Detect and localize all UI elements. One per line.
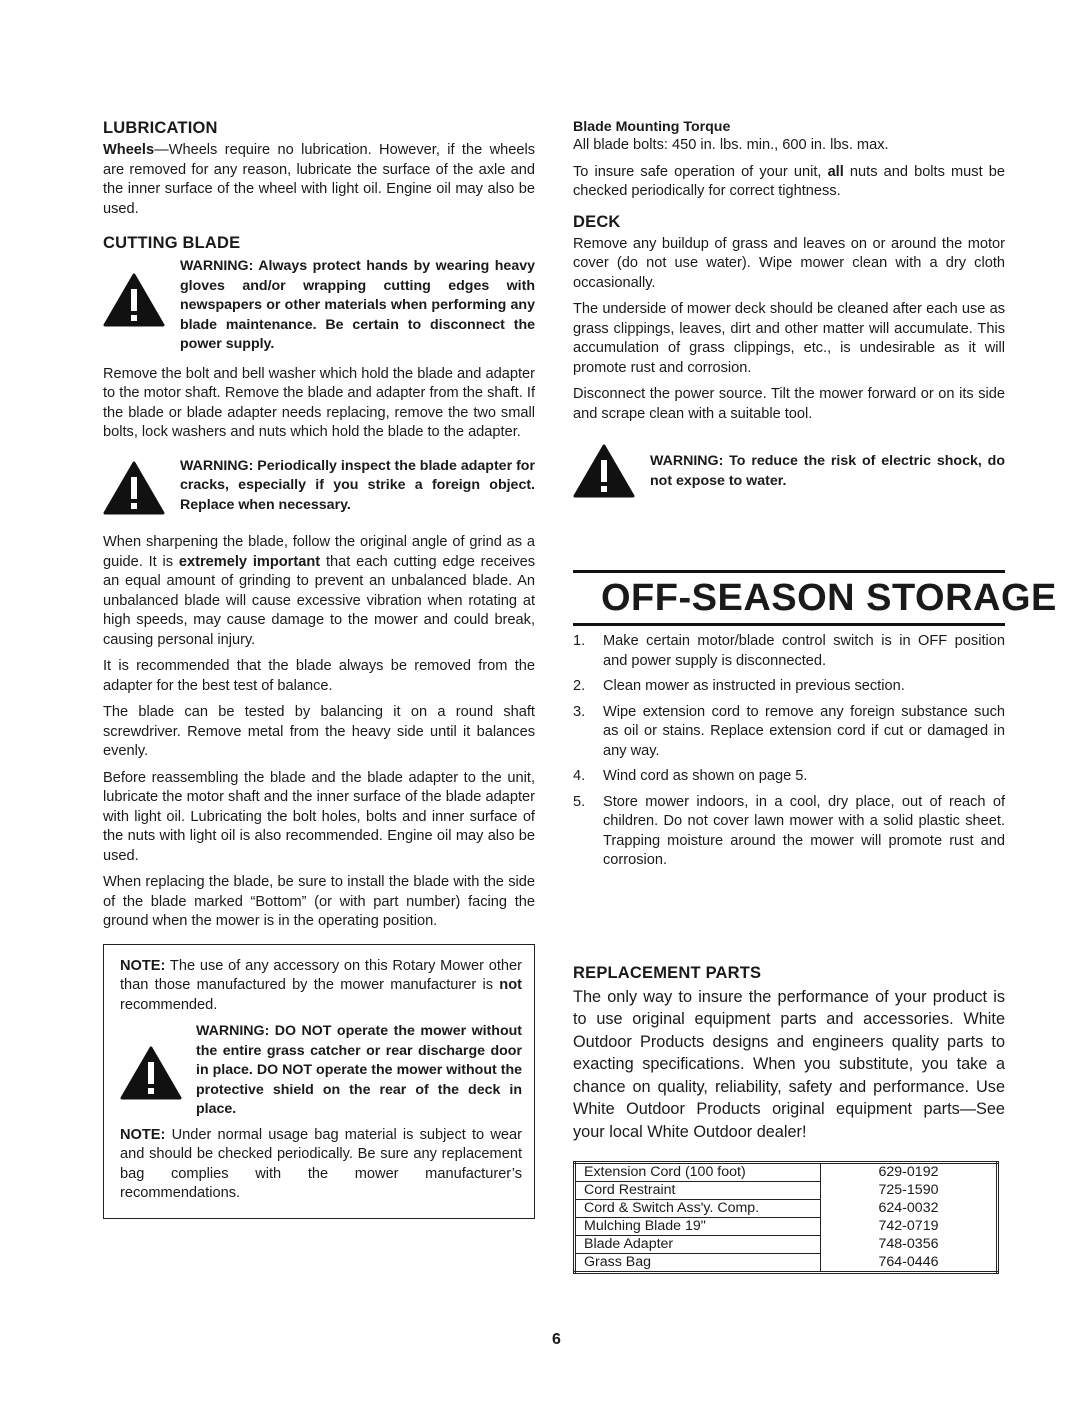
list-item <box>573 677 1005 697</box>
part-number: 629-0192 <box>878 1164 939 1181</box>
sharpening-text-c: that each cutting edge receives an equal amount of grinding to prevent an unbalanced blade. An unbalanced blade will cause excessive vibration when rotating at high speeds, may cause damage to the mower and could break, causing personal injury. <box>103 553 535 648</box>
accessory-note-a: The use of any accessory on this Rotary Mower other than those manufactured by the mower manufacturer is <box>120 957 522 993</box>
part-name: Cord Restraint <box>575 1182 821 1200</box>
part-number: 624-0032 <box>878 1200 939 1216</box>
note-label: NOTE: <box>120 1126 166 1143</box>
balance-removal-text: It is recommended that the blade always be removed from the adapter for the best test of balance. <box>103 658 535 694</box>
list-item <box>573 703 1005 762</box>
deck-text-3: Disconnect the power source. Tilt the mower forward or on its side and scrape clean with a suitable tool. <box>573 386 1005 422</box>
blade-warning-2-text: WARNING: Periodically inspect the blade adapter for cracks, especially if you strike a foreign object. Replace when necessary. <box>180 457 535 513</box>
balance-test-text: The blade can be tested by balancing it on a round shaft screwdriver. Remove metal from the heavy side until it balances evenly. <box>103 704 535 759</box>
deck-warning-text: WARNING: To reduce the risk of electric shock, do not expose to water. <box>650 453 1005 489</box>
part-name: Extension Cord (100 foot) <box>575 1163 821 1182</box>
lubrication-lead: Wheels <box>103 142 155 158</box>
part-number: 725-1590 <box>878 1182 939 1198</box>
accessory-note <box>120 957 522 1016</box>
right-column <box>573 118 1057 1274</box>
list-number: 2. <box>573 678 586 694</box>
blade-removal-text: Remove the bolt and bell washer which hold the blade and adapter to the motor shaft. Remove the blade and adapter from the shaft. If the blade or blade adapter needs replacing, remove the two small bolts, lock washers and nuts which hold the blade to the adapter. <box>103 365 535 440</box>
lubrication-body: —Wheels require no lubrication. However, if the wheels are removed for any reason, lubricate the surface of the axle and the inner surface of the wheel with light oil. Engine oil may also be used. <box>103 142 535 217</box>
torque-heading: Blade Mounting Torque <box>573 119 731 135</box>
warning-icon <box>103 461 165 515</box>
safe-operation-emphasis: all <box>827 163 844 180</box>
page-number: 6 <box>552 1331 561 1348</box>
warning-icon <box>103 273 165 327</box>
list-text: Make certain motor/blade control switch is in OFF position and power supply is disconnected. <box>603 633 1005 669</box>
note-box <box>103 944 535 1219</box>
table-row <box>575 1218 998 1236</box>
part-name: Mulching Blade 19" <box>575 1218 821 1236</box>
list-number: 1. <box>573 633 586 649</box>
blade-warning-1 <box>103 257 535 355</box>
sharpening-text <box>103 533 535 650</box>
part-number: 742-0719 <box>878 1218 939 1234</box>
deck-heading: DECK <box>573 212 621 231</box>
accessory-note-c: recommended. <box>120 996 218 1013</box>
table-row <box>575 1182 998 1200</box>
accessory-note-emphasis: not <box>499 977 522 993</box>
sharpening-text-a: When sharpening the blade, follow the original angle of grind as a guide. It is <box>103 534 535 570</box>
list-text: Wind cord as shown on page 5. <box>603 768 808 784</box>
safe-operation-text <box>573 163 1005 202</box>
list-item <box>573 793 1005 871</box>
part-name: Cord & Switch Ass'y. Comp. <box>575 1200 821 1218</box>
storage-top-rule <box>573 570 1005 573</box>
safe-operation-c: nuts and bolts must be checked periodically for correct tightness. <box>573 163 1005 199</box>
warning-icon <box>573 444 635 498</box>
parts-intro-text: The only way to insure the performance of your product is to use original equipment parts and accessories. White Outdoor Products designs and engineers quality parts to exacting specifications. When you substitute, you take a chance on quality, reliability, safety and performance. Use White Outdoor Products original equipment parts—See your local White Outdoor dealer! <box>573 987 1005 1141</box>
storage-title: OFF-SEASON STORAGE <box>573 575 1005 626</box>
replacement-parts-heading: REPLACEMENT PARTS <box>573 963 762 982</box>
operate-warning-text: WARNING: DO NOT operate the mower without the entire grass catcher or rear discharge door in place. DO NOT operate the mower without the protective shield on the rear of the deck in place. <box>196 1023 522 1117</box>
deck-text-2: The underside of mower deck should be cleaned after each use as grass clippings, leaves, dirt and other matter will accumulate. This accumulation of grass clippings, etc., is undesirable as it will promote rust and corrosion. <box>573 301 1005 376</box>
list-item <box>573 767 1005 787</box>
cutting-blade-heading: CUTTING BLADE <box>103 234 241 252</box>
torque-text: All blade bolts: 450 in. lbs. min., 600 in. lbs. max. <box>573 137 889 153</box>
left-column <box>103 118 535 1219</box>
part-number: 764-0446 <box>878 1253 939 1270</box>
operate-warning <box>120 1022 522 1120</box>
list-number: 4. <box>573 768 586 784</box>
list-number: 5. <box>573 793 586 810</box>
warning-icon <box>120 1046 182 1100</box>
list-text: Wipe extension cord to remove any foreign substance such as oil or stains. Replace extension cord if cut or damaged in any way. <box>603 703 1005 759</box>
part-name: Grass Bag <box>575 1254 821 1273</box>
safe-operation-a: To insure safe operation of your unit, <box>573 163 828 180</box>
bag-note-text: Under normal usage bag material is subject to wear and should be checked periodically. Be sure any replacement bag complies with the mower manufacturer’s recommendations. <box>120 1126 522 1201</box>
parts-table <box>573 1161 999 1274</box>
list-number: 3. <box>573 703 586 720</box>
deck-warning <box>573 442 1005 498</box>
replacing-text: When replacing the blade, be sure to install the blade with the side of the blade marked “Bottom” (or with part number) facing the ground when the mower is in the operating position. <box>103 874 535 929</box>
table-row <box>575 1200 998 1218</box>
lubrication-heading: LUBRICATION <box>103 119 218 137</box>
list-text: Clean mower as instructed in previous section. <box>603 678 905 694</box>
table-row <box>575 1163 998 1182</box>
list-text: Store mower indoors, in a cool, dry place, out of reach of children. Do not cover lawn mower with a solid plastic sheet. Trapping moisture around the mower will promote rust and corrosion. <box>603 793 1005 868</box>
note-label: NOTE: <box>120 957 166 974</box>
part-number: 748-0356 <box>878 1236 939 1252</box>
reassembling-text: Before reassembling the blade and the blade adapter to the unit, lubricate the motor shaft and the inner surface of the blade adapter with light oil. Lubricating the bolt holes, bolts and inner surface of the nuts with light oil is also recommended. Engine oil may also be used. <box>103 769 535 864</box>
sharpening-emphasis: extremely important <box>178 553 321 570</box>
lubrication-text <box>103 141 535 219</box>
part-name: Blade Adapter <box>575 1236 821 1254</box>
list-item <box>573 632 1005 671</box>
blade-warning-2 <box>103 457 535 516</box>
bag-note <box>120 1126 522 1204</box>
blade-warning-1-text: WARNING: Always protect hands by wearing heavy gloves and/or wrapping cutting edges with newspapers or other materials when performing any blade maintenance. Be certain to disconnect the power supply. <box>180 258 535 352</box>
deck-text-1: Remove any buildup of grass and leaves on or around the motor cover (do not use water). Wipe mower clean with a dry cloth occasionally. <box>573 235 1005 291</box>
storage-list <box>573 632 1005 871</box>
table-row <box>575 1254 998 1273</box>
table-row <box>575 1236 998 1254</box>
